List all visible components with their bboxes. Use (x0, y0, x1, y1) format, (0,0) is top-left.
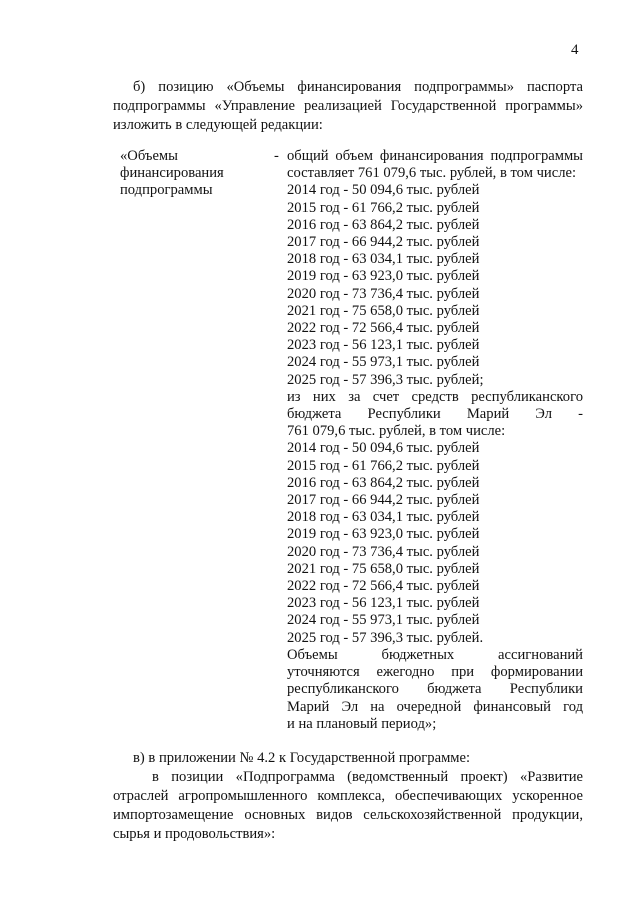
year-row: 2020 год - 73 736,4 тыс. рублей (287, 285, 480, 302)
note-line: и на плановый период»; (287, 715, 437, 732)
year-row: 2015 год - 61 766,2 тыс. рублей (287, 199, 480, 216)
section-v-line: в позиции «Подпрограмма (ведомственный проект) «Развитие (152, 769, 583, 785)
total-line: составляет 761 079,6 тыс. рублей, в том числе: (287, 165, 577, 182)
intro-line-2: подпрограммы «Управление реализацией Государственной программы» (113, 98, 583, 114)
position-label (120, 148, 250, 200)
dash-separator: - (274, 148, 279, 164)
year-row: 2014 год - 50 094,6 тыс. рублей (287, 440, 480, 457)
section-v-heading: в) в приложении № 4.2 к Государственной программе: (133, 750, 471, 766)
year-row: 2025 год - 57 396,3 тыс. рублей; (287, 371, 484, 388)
page-number: 4 (571, 42, 579, 58)
note-line: республиканского бюджета Республики (287, 681, 583, 698)
section-v-line: сырья и продовольствия»: (113, 826, 276, 842)
label-line: финансирования (120, 165, 224, 182)
year-row: 2021 год - 75 658,0 тыс. рублей (287, 302, 480, 319)
year-row: 2017 год - 66 944,2 тыс. рублей (287, 492, 480, 509)
year-row: 2022 год - 72 566,4 тыс. рублей (287, 578, 480, 595)
years-list-republic (287, 440, 583, 646)
year-row: 2019 год - 63 923,0 тыс. рублей (287, 268, 480, 285)
year-row: 2024 год - 55 973,1 тыс. рублей (287, 612, 480, 629)
year-row: 2019 год - 63 923,0 тыс. рублей (287, 526, 480, 543)
year-row: 2020 год - 73 736,4 тыс. рублей (287, 543, 480, 560)
year-row: 2015 год - 61 766,2 тыс. рублей (287, 457, 480, 474)
note-line: уточняются ежегодно при формировании (287, 664, 583, 681)
year-row: 2014 год - 50 094,6 тыс. рублей (287, 182, 480, 199)
label-line: подпрограммы (120, 182, 213, 199)
years-list-total (287, 182, 583, 388)
year-row: 2023 год - 56 123,1 тыс. рублей (287, 595, 480, 612)
year-row: 2023 год - 56 123,1 тыс. рублей (287, 337, 480, 354)
intro-line-1: б) позицию «Объемы финансирования подпрограммы» паспорта (133, 79, 583, 95)
year-row: 2025 год - 57 396,3 тыс. рублей. (287, 629, 484, 646)
label-line: «Объемы (120, 148, 178, 164)
section-v-line: импортозамещение основных видов сельскохозяйственной продукции, (113, 807, 583, 823)
year-row: 2016 год - 63 864,2 тыс. рублей (287, 216, 480, 233)
republic-line: из них за счет средств республиканского (287, 388, 583, 405)
total-line: общий объем финансирования подпрограммы (287, 148, 583, 164)
republic-line: 761 079,6 тыс. рублей, в том числе: (287, 423, 506, 440)
year-row: 2017 год - 66 944,2 тыс. рублей (287, 234, 480, 251)
section-v-line: отраслей агропромышленного комплекса, обеспечивающих ускоренное (113, 788, 583, 804)
financing-content (287, 148, 583, 733)
republic-line: бюджета Республики Марий Эл - (287, 406, 583, 423)
intro-line-3: изложить в следующей редакции: (113, 117, 323, 133)
year-row: 2021 год - 75 658,0 тыс. рублей (287, 560, 480, 577)
year-row: 2022 год - 72 566,4 тыс. рублей (287, 320, 480, 337)
year-row: 2016 год - 63 864,2 тыс. рублей (287, 474, 480, 491)
year-row: 2018 год - 63 034,1 тыс. рублей (287, 251, 480, 268)
year-row: 2024 год - 55 973,1 тыс. рублей (287, 354, 480, 371)
note-line: Марий Эл на очередной финансовый год (287, 698, 583, 715)
note-line: Объемы бюджетных ассигнований (287, 646, 583, 663)
year-row: 2018 год - 63 034,1 тыс. рублей (287, 509, 480, 526)
